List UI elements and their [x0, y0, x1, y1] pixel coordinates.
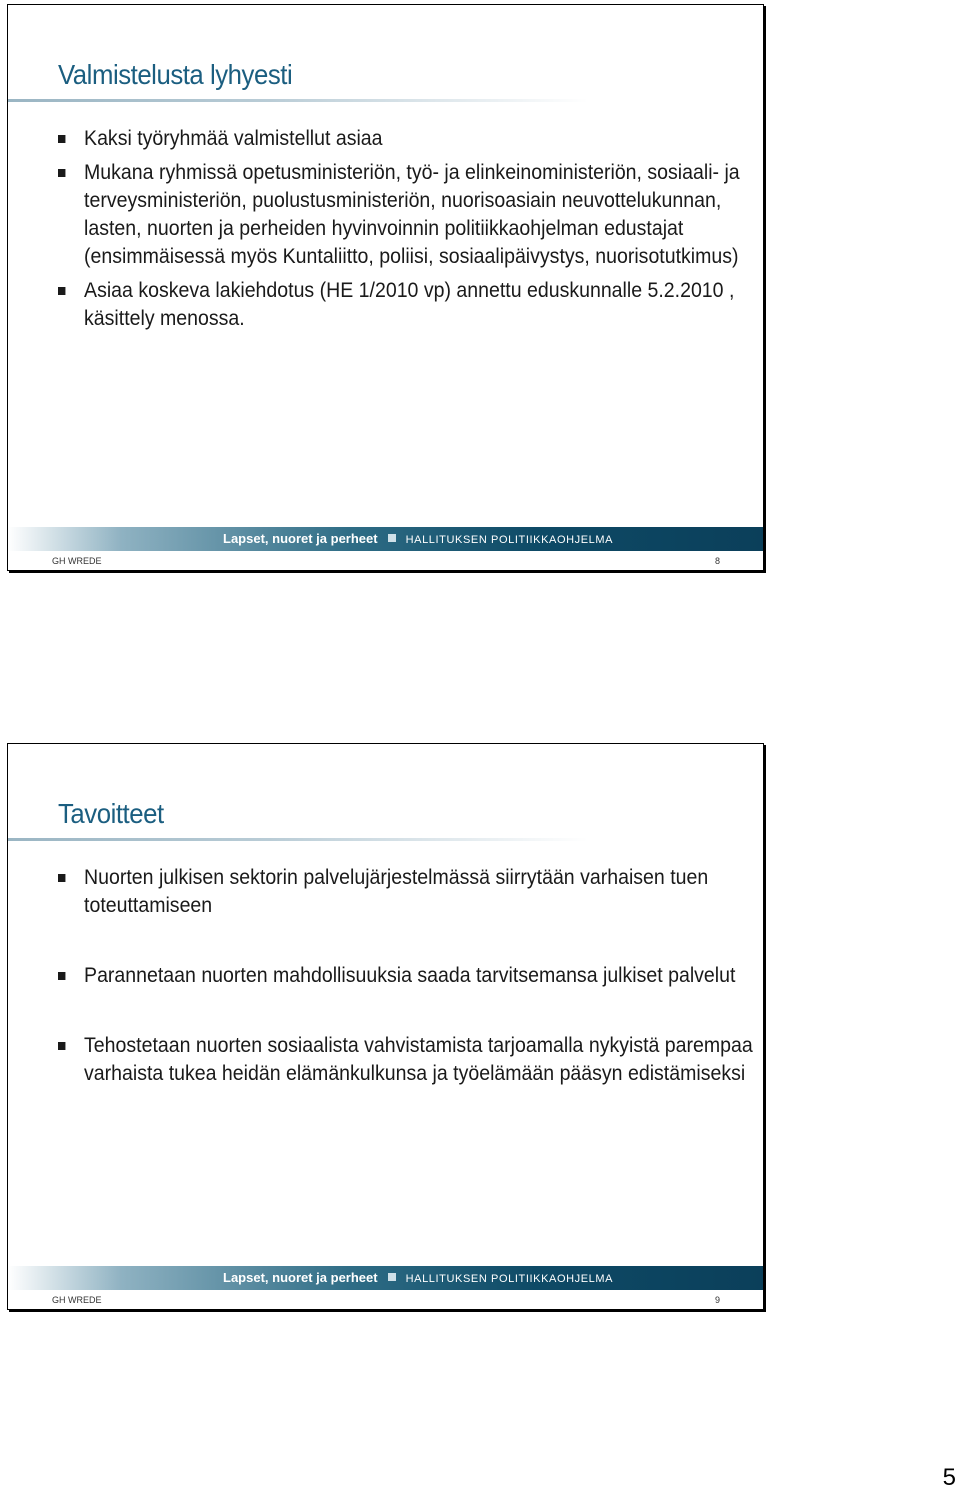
- bullet-text: Tehostetaan nuorten sosiaalista vahvistamista tarjoamalla nykyistä parempaa varhaista tukea heidän elämänkulkunsa ja työelämään pääsyn edistämiseksi: [84, 1034, 753, 1085]
- title-underline: [8, 838, 588, 841]
- bullet-item: [58, 962, 757, 990]
- bullet-item: [58, 159, 757, 271]
- slide-9: [7, 743, 764, 1310]
- footer-band: [8, 527, 763, 551]
- footer-author: GH WREDE: [52, 1295, 102, 1305]
- sheet-page-number: 5: [942, 1464, 956, 1491]
- square-icon: [388, 1273, 396, 1281]
- bullet-square-icon: [58, 972, 65, 980]
- slide-page-number: 8: [715, 556, 721, 566]
- bullet-item: [58, 277, 757, 333]
- bullet-text: Kaksi työryhmää valmistellut asiaa: [84, 127, 383, 150]
- slide-title: Valmistelusta lyhyesti: [58, 59, 293, 90]
- footer-band: [8, 1266, 763, 1290]
- programme-subtitle: HALLITUKSEN POLITIIKKAOHJELMA: [405, 1273, 614, 1285]
- bullet-square-icon: [58, 1042, 65, 1050]
- bullet-square-icon: [58, 135, 65, 143]
- square-icon: [388, 534, 396, 542]
- bullet-item: [58, 125, 757, 153]
- bullet-square-icon: [58, 874, 65, 882]
- footer-author: GH WREDE: [52, 556, 102, 566]
- slide-8: [7, 4, 764, 571]
- bullet-text: Parannetaan nuorten mahdollisuuksia saada tarvitsemansa julkiset palvelut: [84, 964, 736, 987]
- slide-page-number: 9: [715, 1295, 721, 1305]
- bullet-item: [58, 1032, 757, 1088]
- programme-label: [223, 530, 613, 549]
- bullet-item: [58, 864, 757, 920]
- bullet-text: Nuorten julkisen sektorin palvelujärjestelmässä siirrytään varhaisen tuen toteuttamiseen: [84, 866, 709, 917]
- bullet-text: Asiaa koskeva lakiehdotus (HE 1/2010 vp) annettu eduskunnalle 5.2.2010 , käsittely menossa.: [84, 279, 735, 330]
- bullet-square-icon: [58, 287, 65, 295]
- programme-name: Lapset, nuoret ja perheet: [223, 531, 378, 546]
- bullet-square-icon: [58, 169, 65, 177]
- programme-name: Lapset, nuoret ja perheet: [223, 1270, 378, 1285]
- slide-title: Tavoitteet: [58, 798, 164, 829]
- programme-subtitle: HALLITUKSEN POLITIIKKAOHJELMA: [405, 534, 614, 546]
- bullet-list: [58, 864, 753, 1130]
- bullet-list: [58, 125, 740, 339]
- programme-label: [223, 1269, 613, 1288]
- bullet-text: Mukana ryhmissä opetusministeriön, työ- ja elinkeinoministeriön, sosiaali- ja terveysministeriön, puolustusministeriön, nuorisoasiain neuvottelukunnan, lasten, nuorten ja perheiden hyvinvoinnin politiikkaohjelman edustajat (ensimmäisessä myös Kuntaliitto, poliisi, sosiaalipäivystys, nuorisotutkimus): [84, 161, 740, 268]
- title-underline: [8, 99, 588, 102]
